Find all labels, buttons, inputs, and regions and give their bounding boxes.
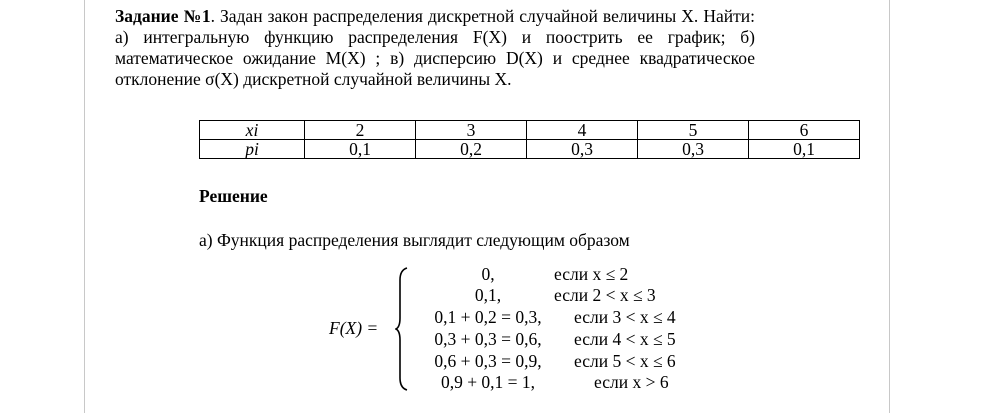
x-value: 5: [638, 121, 749, 140]
distribution-table: [199, 120, 860, 159]
case-value: 0,: [481, 264, 495, 284]
x-value: 6: [749, 121, 860, 140]
table-row-p: [200, 140, 860, 159]
row-x-label: xi: [200, 121, 305, 140]
case-condition: если x ≤ 2: [554, 264, 629, 284]
task-block: [115, 6, 755, 90]
p-value: 0,2: [416, 140, 527, 159]
case-condition: если x > 6: [594, 372, 669, 392]
solution-heading: Решение: [199, 186, 268, 206]
case-condition: если 5 < x ≤ 6: [574, 351, 676, 371]
task-statement: [115, 6, 755, 90]
x-value: 4: [527, 121, 638, 140]
p-value: 0,3: [527, 140, 638, 159]
part-a-text: а) Функция распределения выглядит следующим образом: [199, 230, 630, 250]
case-condition: если 3 < x ≤ 4: [574, 307, 676, 327]
case-value: 0,3 + 0,3 = 0,6,: [434, 329, 542, 349]
row-p-label: pi: [200, 140, 305, 159]
case-condition: если 4 < x ≤ 5: [574, 329, 676, 349]
case-value: 0,6 + 0,3 = 0,9,: [434, 351, 542, 371]
p-value: 0,3: [638, 140, 749, 159]
x-value: 3: [416, 121, 527, 140]
p-value: 0,1: [749, 140, 860, 159]
x-value: 2: [305, 121, 416, 140]
table-row-x: [200, 121, 860, 140]
p-value: 0,1: [305, 140, 416, 159]
left-brace-icon: [395, 266, 409, 392]
task-title: Задание №1: [115, 6, 211, 26]
case-value: 0,1 + 0,2 = 0,3,: [434, 307, 542, 327]
distribution-function-formula: [329, 264, 709, 394]
function-label: F(X) =: [329, 318, 379, 338]
case-value: 0,9 + 0,1 = 1,: [440, 372, 536, 392]
case-condition: если 2 < x ≤ 3: [554, 285, 656, 305]
task-text: . Задан закон распределения дискретной случайной величины X. Найти: а) интегральную функцию распределения F(X) и поострить ее график; б) математическое ожидание M(X) ; в) дисперсию D(X) и среднее квадратическое отклонение σ(X) дискретной случайной величины X.: [115, 6, 755, 89]
case-value: 0,1,: [474, 285, 502, 305]
